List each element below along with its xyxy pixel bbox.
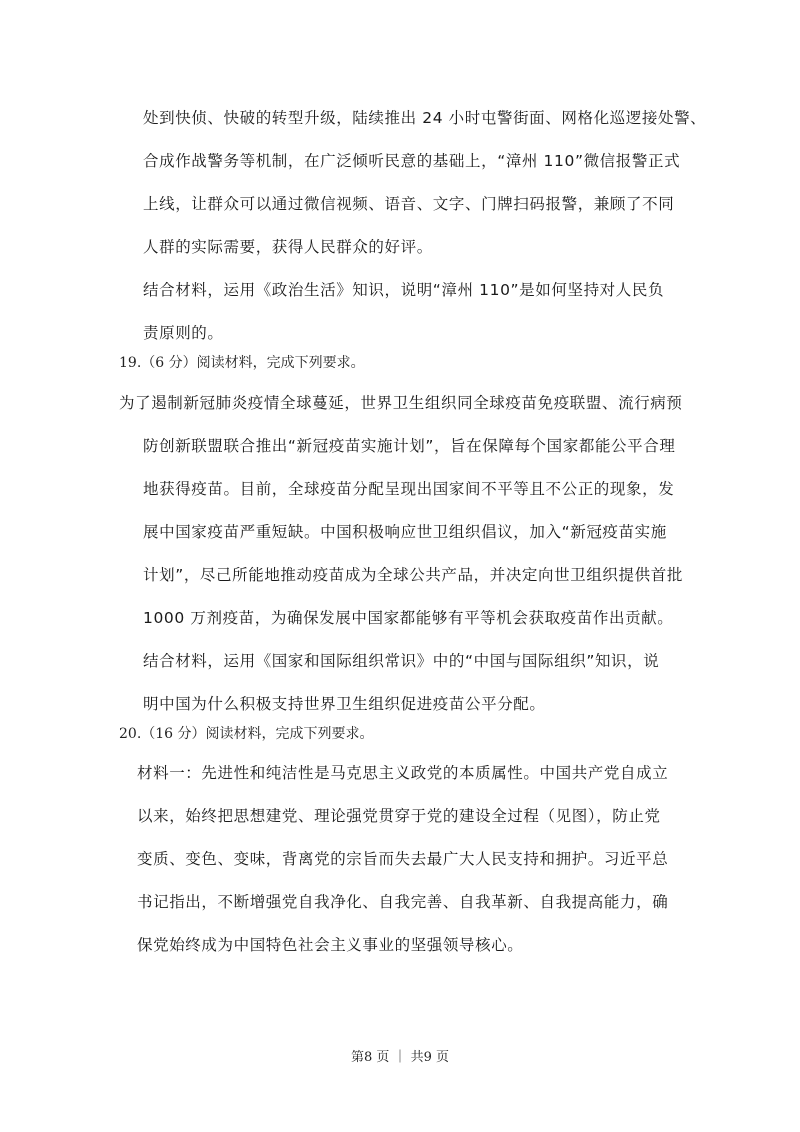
- q19-text-line-1: 为了遏制新冠肺炎疫情全球蔓延，世界卫生组织同全球疫苗免疫联盟、流行病预: [119, 394, 683, 412]
- q19-text-line-6: 1000 万剂疫苗，为确保发展中国家都能够有平等机会获取疫苗作出贡献。: [143, 609, 674, 627]
- q18-prompt-line-2: 责原则的。: [143, 324, 224, 342]
- q20-material-line-4: 书记指出，不断增强党自我净化、自我完善、自我革新、自我提高能力，确: [137, 893, 669, 911]
- q20-material-line-5: 保党始终成为中国特色社会主义事业的坚强领导核心。: [137, 936, 524, 954]
- q19-text-line-3: 地获得疫苗。目前，全球疫苗分配呈现出国家间不平等且不公正的现象，发: [143, 480, 675, 498]
- q19-text-line-2: 防创新联盟联合推出“新冠疫苗实施计划”，旨在保障每个国家都能公平合理: [143, 437, 676, 455]
- q19-heading: 19.（6 分）阅读材料，完成下列要求。: [119, 355, 365, 371]
- q18-prompt-line-1: 结合材料，运用《政治生活》知识，说明“漳州 110”是如何坚持对人民负: [143, 281, 665, 299]
- q19-text-line-4: 展中国家疫苗严重短缺。中国积极响应世卫组织倡议，加入“新冠疫苗实施: [143, 523, 667, 541]
- page-number-footer: 第8 页 ｜ 共9 页: [350, 1050, 450, 1065]
- q20-material-line-3: 变质、变色、变味，背离党的宗旨而失去最广大人民支持和拥护。习近平总: [137, 850, 669, 868]
- q18-text-line-4: 人群的实际需要，获得人民群众的好评。: [143, 238, 433, 256]
- q20-heading: 20.（16 分）阅读材料，完成下列要求。: [119, 726, 374, 742]
- q18-text-line-1: 处到快侦、快破的转型升级，陆续推出 24 小时屯警街面、网格化巡逻接处警、: [143, 109, 707, 127]
- q19-prompt-line-2: 明中国为什么积极支持世界卫生组织促进疫苗公平分配。: [143, 695, 546, 713]
- q18-text-line-2: 合成作战警务等机制，在广泛倾听民意的基础上，“漳州 110”微信报警正式: [143, 152, 681, 170]
- q19-text-line-5: 计划”，尽己所能地推动疫苗成为全球公共产品，并决定向世卫组织提供首批: [143, 566, 683, 584]
- q20-material-line-2: 以来，始终把思想建党、理论强党贯穿于党的建设全过程（见图），防止党: [137, 807, 661, 825]
- q20-material-line-1: 材料一：先进性和纯洁性是马克思主义政党的本质属性。中国共产党自成立: [137, 764, 669, 782]
- q19-prompt-line-1: 结合材料，运用《国家和国际组织常识》中的“中国与国际组织”知识，说: [143, 652, 660, 670]
- q18-text-line-3: 上线，让群众可以通过微信视频、语音、文字、门牌扫码报警，兼顾了不同: [143, 195, 675, 213]
